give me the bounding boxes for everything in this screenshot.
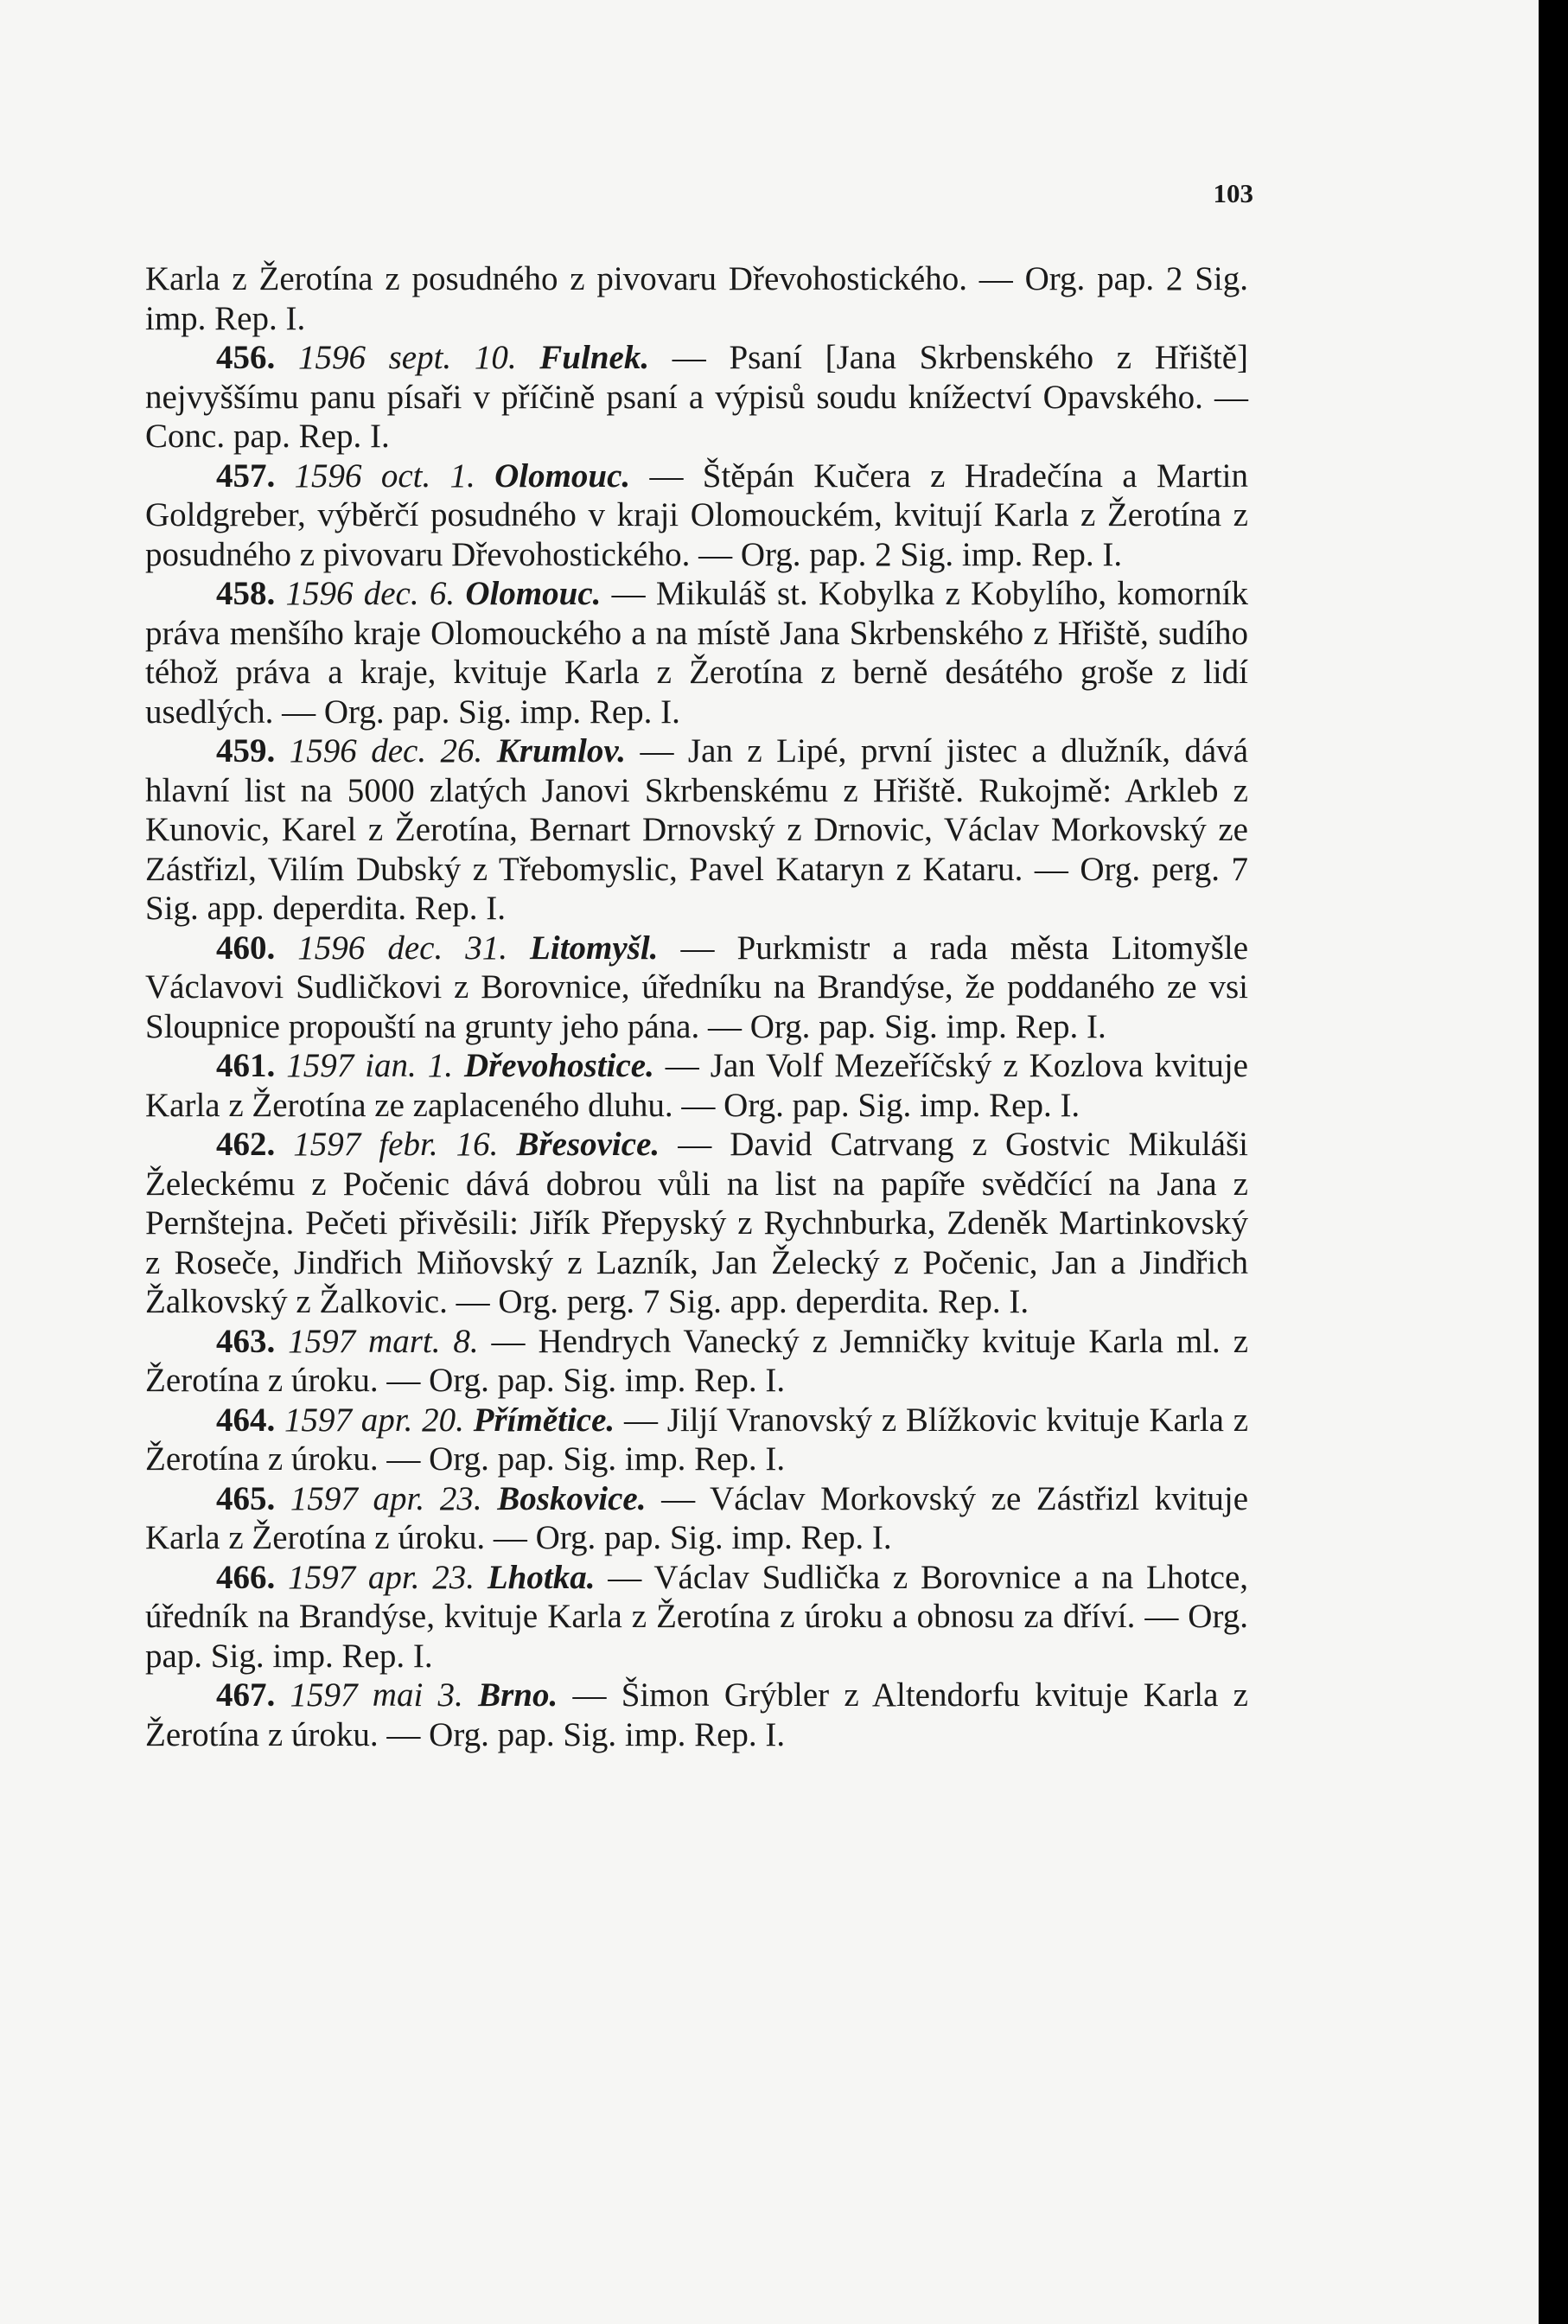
entry-number: 461. <box>216 1047 276 1084</box>
entry-456 <box>145 338 1248 456</box>
page-number: 103 <box>1213 178 1253 208</box>
entry-text: — Jan Volf Mezeříčský z Kozlova kvituje Karla z Žerotína ze zaplaceného dluhu. — Org. pap. Sig. imp. Rep. I. <box>145 1047 1248 1124</box>
entry-463 <box>145 1322 1248 1401</box>
entry-text: — Václav Sudlička z Borovnice a na Lhotce, úředník na Brandýse, kvituje Karla z Žerotína z úroku a obnosu za dříví. — Org. pap. Sig. imp. Rep. I. <box>145 1558 1249 1675</box>
entry-number: 463. <box>216 1322 276 1360</box>
entry-place: Brno. <box>478 1676 558 1714</box>
entry-date: 1597 febr. 16. <box>293 1126 499 1163</box>
entry-number: 462. <box>216 1126 276 1163</box>
entry-464 <box>145 1401 1248 1479</box>
entry-date: 1596 oct. 1. <box>294 456 475 495</box>
entry-text: — Psaní [Jana Skrbenského z Hřiště] nejvyššímu panu písaři v příčině psaní a výpisů soudu knížectví Opavského. — Conc. pap. Rep. I. <box>145 339 1249 455</box>
entry-458 <box>145 574 1248 731</box>
entry-list <box>145 338 1248 1754</box>
entry-460 <box>145 929 1248 1047</box>
entry-date: 1596 sept. 10. <box>297 339 517 376</box>
entry-place: Dřevohostice. <box>463 1047 654 1084</box>
entry-number: 457. <box>216 456 276 495</box>
entry-text: — Václav Morkovský ze Zástřizl kvituje Karla z Žerotína z úroku. — Org. pap. Sig. imp. Rep. I. <box>145 1479 1249 1556</box>
entry-text: — Jan z Lipé, první jistec a dlužník, dává hlavní list na 5000 zlatých Janovi Skrbenskému z Hřiště. Rukojmě: Arkleb z Kunovic, Karel z Žerotína, Bernart Drnovský z Drnovic, Václav Morkovský ze Zástřizl, Vilím Dubský z Třebomyslic, Pavel Kataryn z Kataru. — Org. perg. 7 Sig. app. deperdita. Rep. I. <box>145 732 1249 927</box>
continuation-paragraph: Karla z Žerotína z posudného z pivovaru Dřevohostického. — Org. pap. 2 Sig. imp. Rep. I. <box>145 260 1248 337</box>
page-text <box>145 259 1248 1754</box>
entry-text: — Štěpán Kučera z Hradečína a Martin Goldgreber, výběrčí posudného v kraji Olomouckém, kvitují Karla z Žerotína z posudného z pivovaru Dřevohostického. — Org. pap. 2 Sig. imp. Rep. I. <box>145 456 1248 573</box>
entry-number: 464. <box>216 1401 276 1439</box>
entry-466 <box>145 1558 1248 1676</box>
entry-date: 1597 mart. 8. <box>288 1322 479 1360</box>
entry-number: 456. <box>216 339 276 376</box>
entry-place: Lhotka. <box>487 1558 596 1596</box>
entry-number: 460. <box>216 929 276 967</box>
entry-place: Přímětice. <box>473 1401 615 1439</box>
scan-edge <box>1539 0 1568 2324</box>
entry-place: Litomyšl. <box>530 929 659 967</box>
entry-461 <box>145 1046 1248 1125</box>
entry-457 <box>145 456 1248 575</box>
entry-date: 1597 apr. 23. <box>288 1558 475 1596</box>
entry-number: 467. <box>216 1676 276 1714</box>
entry-place: Olomouc. <box>494 456 631 495</box>
entry-459 <box>145 731 1248 929</box>
entry-text: — Šimon Grýbler z Altendorfu kvituje Karla z Žerotína z úroku. — Org. pap. Sig. imp. Rep. I. <box>145 1676 1248 1753</box>
entry-number: 459. <box>216 732 276 769</box>
entry-place: Olomouc. <box>465 575 602 612</box>
entry-date: 1597 apr. 23. <box>290 1479 482 1517</box>
entry-number: 458. <box>216 575 276 612</box>
entry-text: — Mikuláš st. Kobylka z Kobylího, komorník práva menšího kraje Olomouckého a na místě Jana Skrbenského z Hřiště, sudího téhož práva a kraje, kvituje Karla z Žerotína z berně desátého groše z lidí usedlých. — Org. pap. Sig. imp. Rep. I. <box>145 575 1249 731</box>
entry-date: 1596 dec. 6. <box>285 575 456 612</box>
entry-date: 1596 dec. 31. <box>297 929 507 967</box>
entry-465 <box>145 1479 1248 1558</box>
entry-place: Fulnek. <box>539 339 650 376</box>
entry-place: Břesovice. <box>516 1126 660 1163</box>
entry-462 <box>145 1125 1248 1322</box>
entry-place: Boskovice. <box>497 1479 647 1517</box>
entry-date: 1597 mai 3. <box>290 1676 463 1714</box>
entry-text: — Jiljí Vranovský z Blížkovic kvituje Karla z Žerotína z úroku. — Org. pap. Sig. imp. Rep. I. <box>145 1401 1249 1478</box>
entry-text: — Hendrych Vanecký z Jemničky kvituje Karla ml. z Žerotína z úroku. — Org. pap. Sig. imp. Rep. I. <box>145 1322 1249 1399</box>
entry-date: 1597 apr. 20. <box>284 1401 464 1439</box>
entry-number: 466. <box>216 1558 276 1596</box>
entry-number: 465. <box>216 1479 276 1517</box>
entry-467 <box>145 1676 1248 1754</box>
entry-text: — David Catrvang z Gostvic Mikuláši Želeckému z Počenic dává dobrou vůli na list na papíře svědčící na Jana z Pernštejna. Pečeti přivěsili: Jiřík Přepyský z Rychnburka, Zdeněk Martinkovský z Roseče, Jindřich Miňovský z Lazník, Jan Želecký z Počenic, Jan a Jindřich Žalkovský z Žalkovic. — Org. perg. 7 Sig. app. deperdita. Rep. I. <box>145 1126 1248 1320</box>
entry-text: — Purkmistr a rada města Litomyšle Václavovi Sudličkovi z Borovnice, úředníku na Brandýse, že poddaného ze vsi Sloupnice propouští na grunty jeho pána. — Org. pap. Sig. imp. Rep. I. <box>145 929 1249 1045</box>
entry-date: 1596 dec. 26. <box>289 732 483 769</box>
entry-date: 1597 ian. 1. <box>286 1047 453 1084</box>
entry-place: Krumlov. <box>496 732 626 769</box>
